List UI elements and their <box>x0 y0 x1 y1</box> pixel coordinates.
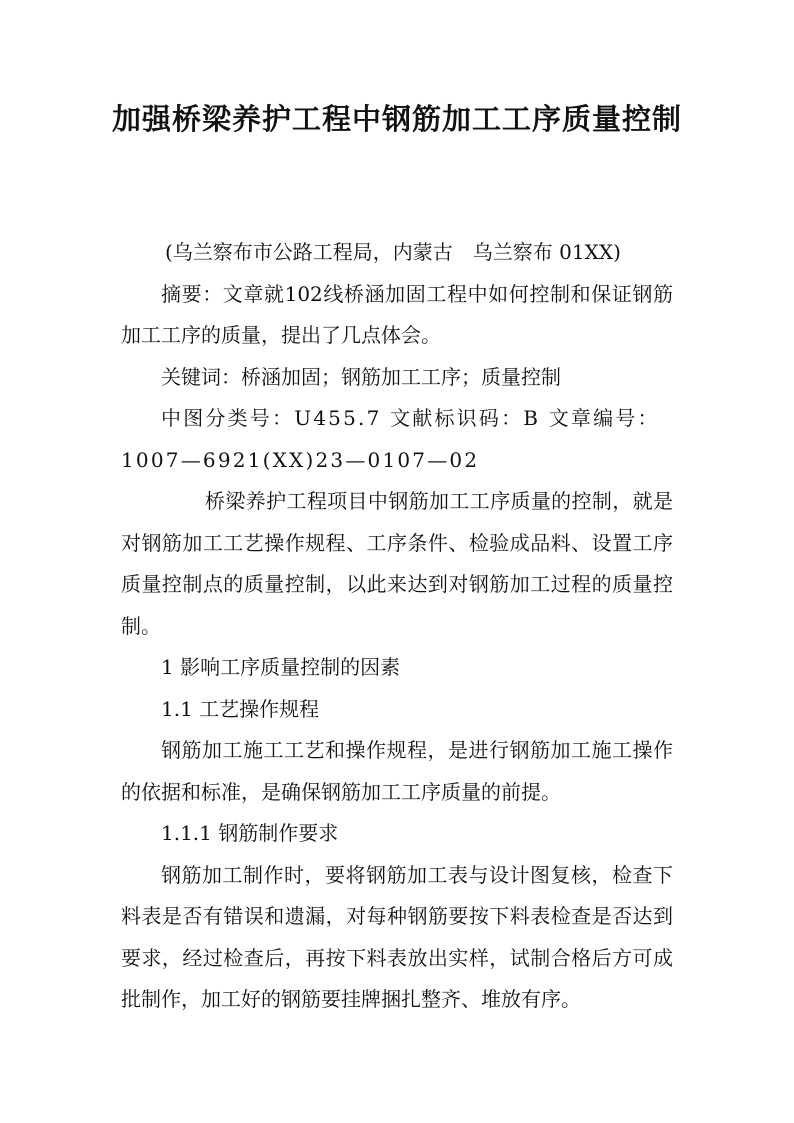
classification: 中图分类号：U455.7 文献标识码：B 文章编号：1007—6921(XX)23—0107—02 <box>121 406 660 472</box>
document-body <box>121 232 673 1021</box>
section-1-1-1-heading: 1.1.1 钢筋制作要求 <box>161 821 339 845</box>
document-title: 加强桥梁养护工程中钢筋加工工序质量控制 <box>111 102 682 136</box>
affiliation: (乌兰察布市公路工程局，内蒙古 乌兰察布 01XX) <box>165 240 621 264</box>
intro-paragraph: 桥梁养护工程项目中钢筋加工工序质量的控制，就是对钢筋加工工艺操作规程、工序条件、检验成品料、设置工序质量控制点的质量控制，以此来达到对钢筋加工过程的质量控制。 <box>121 489 673 638</box>
keywords: 关键词：桥涵加固；钢筋加工工序；质量控制 <box>161 364 561 389</box>
section-1-heading: 1 影响工序质量控制的因素 <box>161 655 401 679</box>
section-1-1-heading: 1.1 工艺操作规程 <box>161 696 320 721</box>
abstract: 摘要：文章就102线桥涵加固工程中如何控制和保证钢筋加工工序的质量，提出了几点体会。 <box>121 281 673 347</box>
section-1-1-paragraph: 钢筋加工施工工艺和操作规程，是进行钢筋加工施工操作的依据和标准，是确保钢筋加工工序质量的前提。 <box>121 738 673 804</box>
section-1-1-1-paragraph: 钢筋加工制作时，要将钢筋加工表与设计图复核，检查下料表是否有错误和遗漏，对每种钢筋要按下料表检查是否达到要求，经过检查后，再按下料表放出实样，试制合格后方可成批制作，加工好的钢筋要挂牌捆扎整齐、堆放有序。 <box>121 862 673 1011</box>
